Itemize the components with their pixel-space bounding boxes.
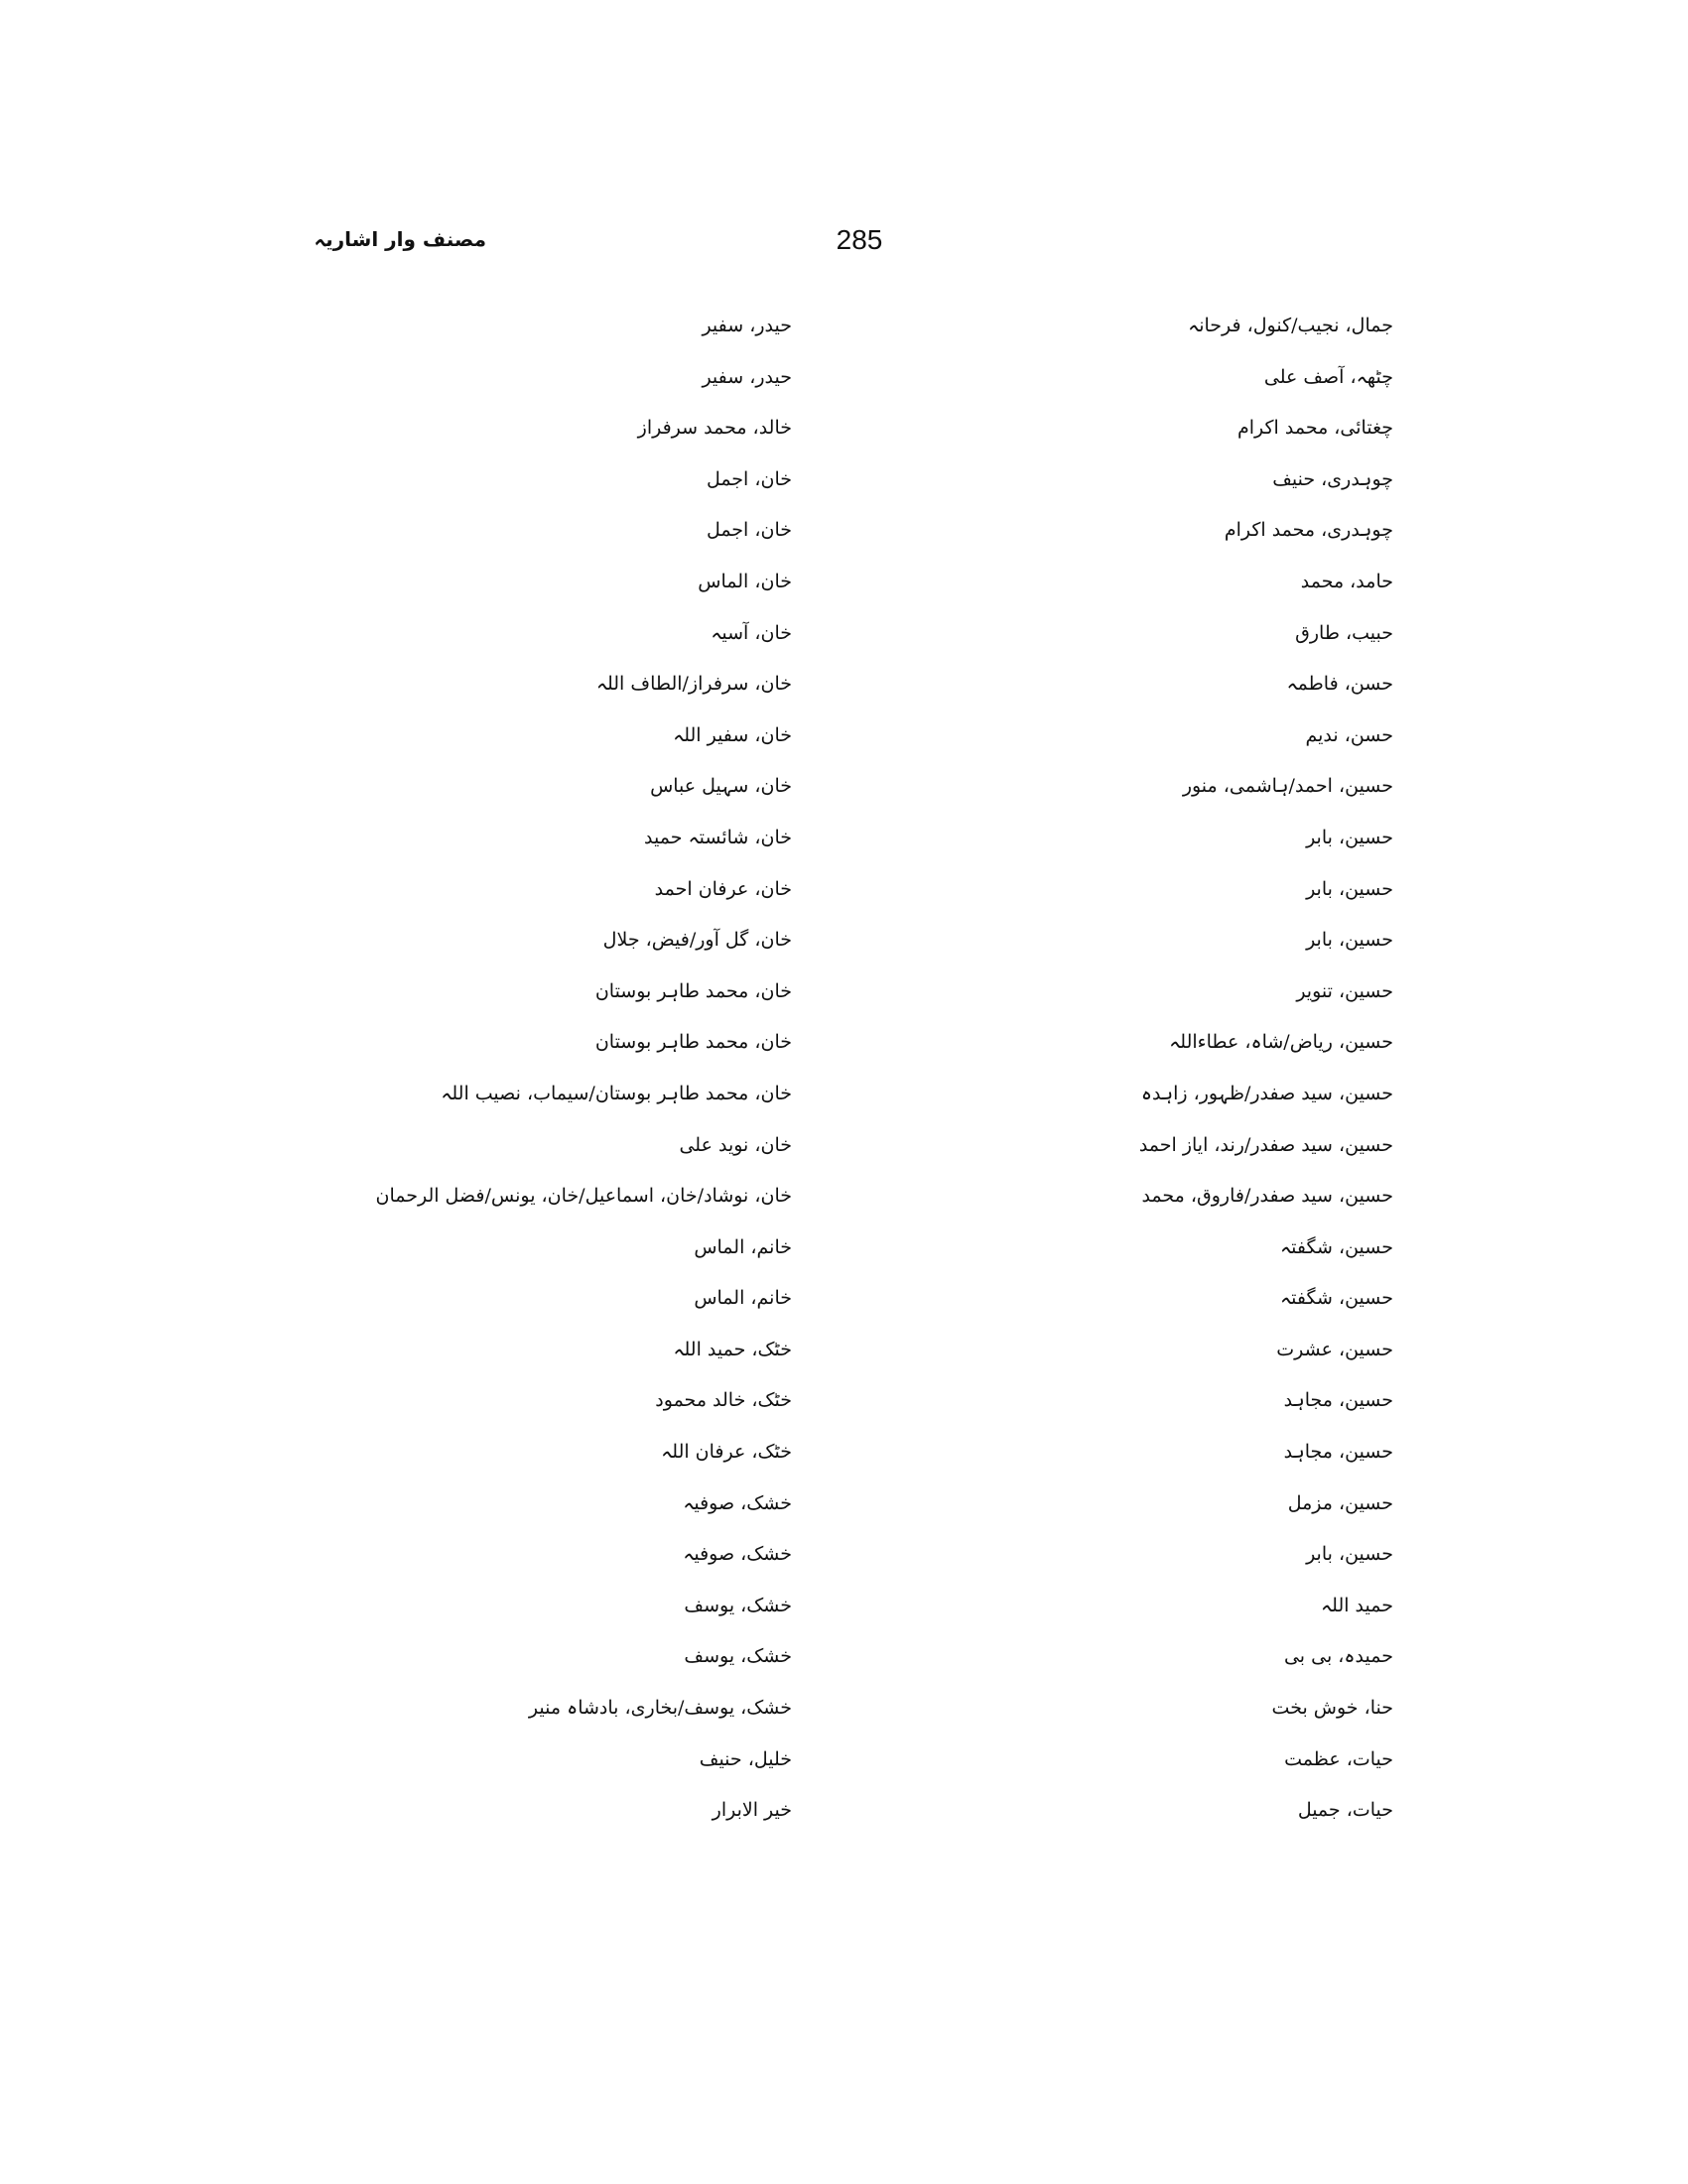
index-entry: خان، نوید علی bbox=[679, 1133, 792, 1156]
index-entry: خان، محمد طاہر بوستان/سیماب، نصیب اللہ bbox=[441, 1082, 792, 1104]
index-entry: حسین، سید صفدر/ظہور، زاہدہ bbox=[1140, 1082, 1393, 1104]
index-entry: حسین، احمد/ہاشمی، منور bbox=[1182, 775, 1393, 798]
index-entry: حسین، عشرت bbox=[1276, 1338, 1393, 1360]
index-entry: خالد، محمد سرفراز bbox=[637, 417, 792, 440]
index-entry: حسین، شگفتہ bbox=[1280, 1235, 1393, 1258]
index-entry: حسن، ندیم bbox=[1305, 723, 1393, 746]
index-entry: چوہدری، محمد اکرام bbox=[1224, 519, 1393, 542]
index-entry: حسین، سید صفدر/فاروق، محمد bbox=[1141, 1185, 1393, 1208]
index-entry: حسین، مجاہد bbox=[1283, 1441, 1393, 1464]
index-entry: حبیب، طارق bbox=[1295, 621, 1393, 644]
index-entry: خلیل، حنیف bbox=[699, 1747, 792, 1770]
index-entry: حمیدہ، بی بی bbox=[1283, 1645, 1393, 1668]
index-entry: چغتائی، محمد اکرام bbox=[1236, 417, 1393, 440]
index-entry: خٹک، حمید اللہ bbox=[673, 1338, 792, 1360]
index-column-right bbox=[798, 306, 1393, 1842]
index-entry: خان، آسیہ bbox=[711, 621, 792, 644]
index-entry: حسین، بابر bbox=[1306, 877, 1393, 900]
index-entry: خشک، صوفیہ bbox=[683, 1491, 792, 1514]
index-entry: خان، الماس bbox=[698, 570, 792, 592]
index-entry: حامد، محمد bbox=[1300, 570, 1393, 592]
index-entry: خان، اجمل bbox=[706, 519, 792, 542]
index-entry: خانم، الماس bbox=[694, 1287, 792, 1310]
index-entry: حیدر، سفیر bbox=[702, 315, 792, 336]
index-entry: حسین، مجاہد bbox=[1283, 1389, 1393, 1412]
index-entry: حسین، شگفتہ bbox=[1280, 1287, 1393, 1310]
index-entry: چٹھہ، آصف علی bbox=[1263, 365, 1393, 388]
index-entry: حیات، جمیل bbox=[1297, 1799, 1393, 1822]
index-entry: حسین، بابر bbox=[1306, 929, 1393, 952]
index-entry: خٹک، عرفان اللہ bbox=[661, 1441, 792, 1464]
page-title: مصنف وار اشاریہ bbox=[314, 227, 486, 251]
index-entry: چوہدری، حنیف bbox=[1272, 467, 1393, 490]
index-entry: حسین، ریاض/شاہ، عطاءاللہ bbox=[1169, 1031, 1393, 1054]
index-entry: حیات، عظمت bbox=[1284, 1747, 1393, 1770]
index-entry: خان، سفیر اللہ bbox=[673, 723, 792, 746]
index-entry: خان، سرفراز/الطاف اللہ bbox=[595, 673, 792, 696]
index-entry: حنا، خوش بخت bbox=[1271, 1697, 1393, 1720]
page-number: 285 bbox=[836, 224, 883, 255]
index-entry: خان، محمد طاہر بوستان bbox=[594, 1031, 792, 1054]
index-entry: حسین، تنویر bbox=[1296, 979, 1393, 1002]
index-entry: خان، عرفان احمد bbox=[654, 877, 792, 900]
index-entry: خشک، صوفیہ bbox=[683, 1543, 792, 1566]
index-entry: خشک، یوسف bbox=[684, 1645, 792, 1668]
index-entry: خیر الابرار bbox=[712, 1799, 792, 1822]
index-column-left bbox=[177, 306, 792, 1842]
index-entry: خان، گل آور/فیض، جلال bbox=[602, 929, 792, 952]
index-entry: خان، محمد طاہر بوستان bbox=[594, 979, 792, 1002]
index-entry: حیدر، سفیر bbox=[702, 365, 792, 388]
index-entry: حسین، سید صفدر/رند، ایاز احمد bbox=[1138, 1133, 1393, 1156]
index-entry: حمید اللہ bbox=[1321, 1594, 1393, 1616]
index-entry: حسین، بابر bbox=[1306, 826, 1393, 848]
index-entry: خٹک، خالد محمود bbox=[655, 1389, 792, 1412]
index-entry: خانم، الماس bbox=[694, 1235, 792, 1258]
index-entry: خان، سہیل عباس bbox=[650, 775, 792, 798]
index-entry: خان، اجمل bbox=[706, 467, 792, 490]
index-entry: خان، نوشاد/خان، اسماعیل/خان، یونس/فضل الرحمان bbox=[375, 1185, 792, 1208]
index-entry: حسن، فاطمہ bbox=[1286, 673, 1393, 696]
index-entry: حسین، مزمل bbox=[1287, 1491, 1393, 1514]
index-entry: خشک، یوسف/بخاری، بادشاہ منیر bbox=[528, 1697, 792, 1720]
index-entry: حسین، بابر bbox=[1306, 1543, 1393, 1566]
index-entry: جمال، نجیب/کنول، فرحانہ bbox=[1188, 315, 1393, 336]
index-entry: خشک، یوسف bbox=[684, 1594, 792, 1616]
index-entry: خان، شائستہ حمید bbox=[644, 826, 792, 848]
